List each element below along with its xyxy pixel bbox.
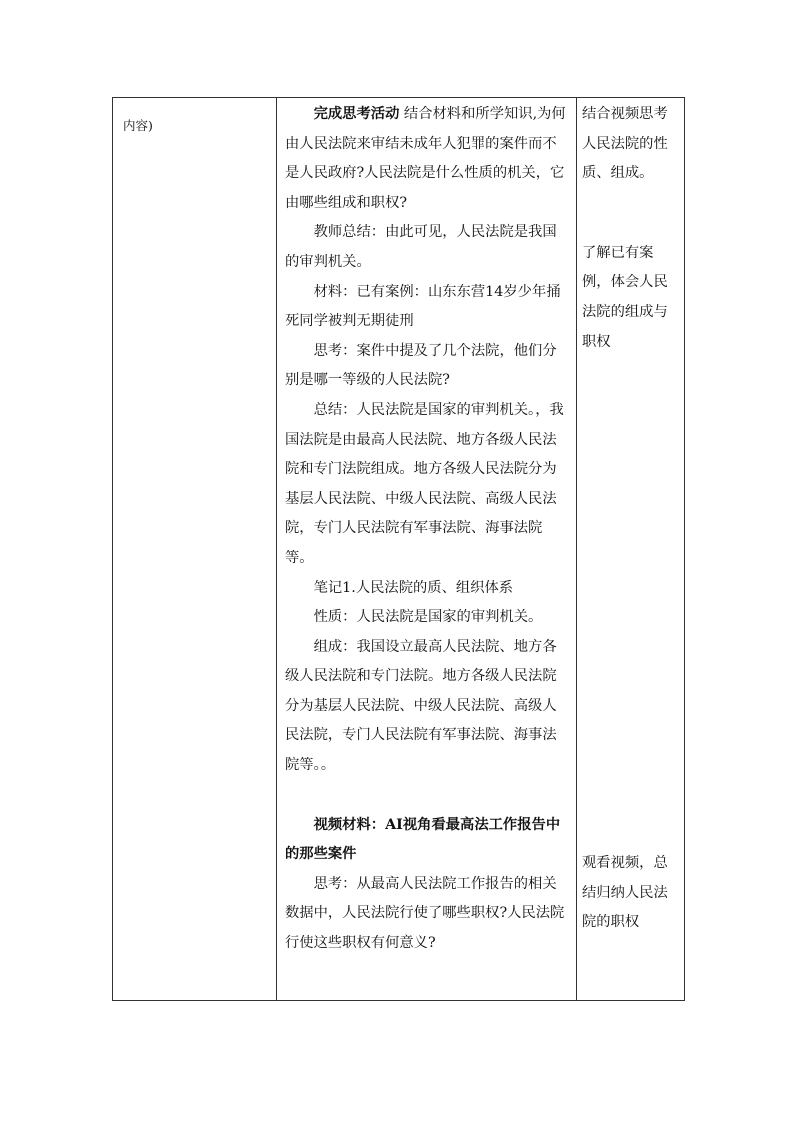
note-composition: 组成：我国设立最高人民法院、地方各级人民法院和专门法院。地方各级人民法院分为基层人民法院、中级人民法院、高级人民法院，专门人民法院有军事法院、海事法院等。。 [285,638,557,774]
activity-question: 结合材料和所学知识,为何由人民法院来审结未成年人犯罪的案件而不是人民政府?人民法院是什么性质的机关，它由哪些组成和职权? [285,106,566,211]
spacer [582,189,681,239]
court-summary: 总结：人民法院是国家的审判机关。，我国法院是由最高人民法院、地方各级人民法院和专门法院组成。地方各级人民法院分为基层人民法院、中级人民法院、高级人民法院，专门人民法院有军事法院、海事法院等。 [285,401,564,566]
spacer [285,781,570,811]
teaching-activity-column [277,98,576,1000]
spacer [582,357,681,849]
student-activity-3: 观看视频，总结归纳人民法院的职权 [582,855,668,931]
case-material: 材料：已有案例：山东东营14岁少年捅死同学被判无期徒刑 [285,283,561,330]
student-activity-1: 结合视频思考人民法院的性质、组成。 [582,106,668,182]
student-activity-2: 了解已有案例，体会人民法院的组成与职权 [582,244,668,350]
case-question: 思考：案件中提及了几个法院，他们分别是哪一等级的人民法院? [285,342,557,389]
note-nature: 性质：人民法院是国家的审判机关。 [313,609,543,626]
video-question: 思考：从最高人民法院工作报告的相关数据中，人民法院行使了哪些职权?人民法院行使这些职权有何意义? [285,875,565,952]
activity-heading: 完成思考活动 [313,106,400,122]
teacher-summary: 教师总结：由此可见，人民法院是我国的审判机关。 [285,224,557,270]
note-heading: 笔记1.人民法院的质、组织体系 [313,579,514,596]
left-column [113,98,276,1000]
activity-paragraph [285,100,570,218]
lesson-table [112,97,685,1001]
video-material-heading: 视频材料：AI视角看最高法工作报告中的那些案件 [285,816,561,863]
student-activity-column [577,98,685,1000]
left-column-text: 内容) [123,117,153,133]
